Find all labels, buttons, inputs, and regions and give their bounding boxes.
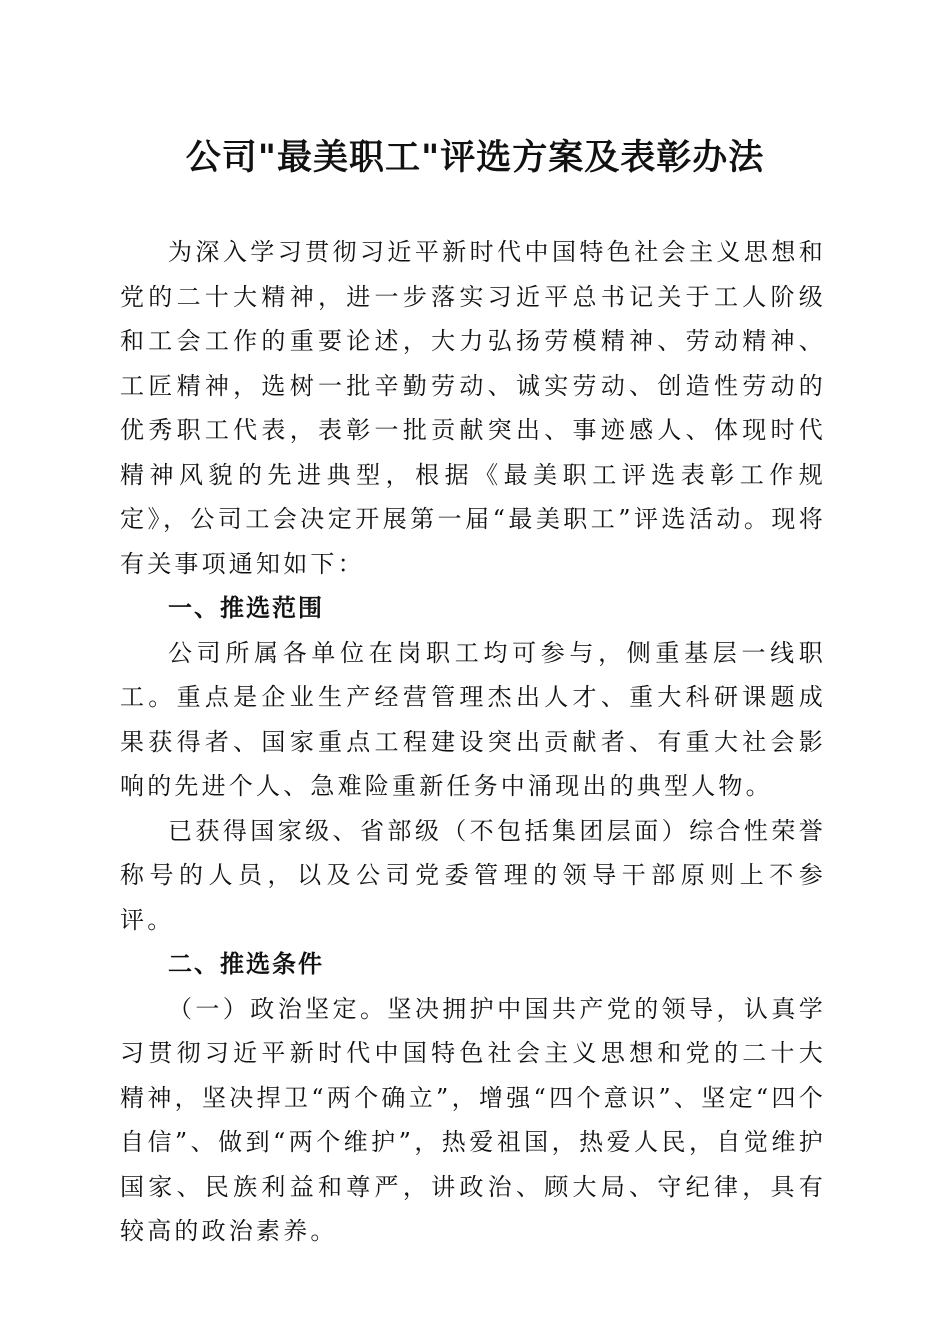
scope-paragraph-2: 已获得国家级、省部级（不包括集团层面）综合性荣誉称号的人员，以及公司党委管理的领导干部原则上不参评。 <box>120 816 826 934</box>
intro-paragraph: 为深入学习贯彻习近平新时代中国特色社会主义思想和党的二十大精神，进一步落实习近平总书记关于工人阶级和工会工作的重要论述，大力弘扬劳模精神、劳动精神、工匠精神，选树一批辛勤劳动、诚实劳动、创造性劳动的优秀职工代表，表彰一批贡献突出、事迹感人、体现时代精神风貌的先进典型，根据《最美职工评选表彰工作规定》，公司工会决定开展第一届“最美职工”评选活动。现将有关事项通知如下： <box>120 238 826 578</box>
section-heading-conditions: 二、推选条件 <box>168 949 324 978</box>
document-body <box>120 230 826 1254</box>
document-title: 公司"最美职工"评选方案及表彰办法 <box>185 137 765 178</box>
section-heading-scope: 一、推选范围 <box>168 593 324 622</box>
scope-paragraph-1: 公司所属各单位在岗职工均可参与，侧重基层一线职工。重点是企业生产经营管理杰出人才、重大科研课题成果获得者、国家重点工程建设突出贡献者、有重大社会影响的先进个人、急难险重新任务中涌现出的典型人物。 <box>120 638 826 800</box>
conditions-paragraph-1: （一）政治坚定。坚决拥护中国共产党的领导，认真学习贯彻习近平新时代中国特色社会主义思想和党的二十大精神，坚决捍卫“两个确立”，增强“四个意识”、坚定“四个自信”、做到“两个维护”，热爱祖国，热爱人民，自觉维护国家、民族利益和尊严，讲政治、顾大局、守纪律，具有较高的政治素养。 <box>120 994 826 1245</box>
